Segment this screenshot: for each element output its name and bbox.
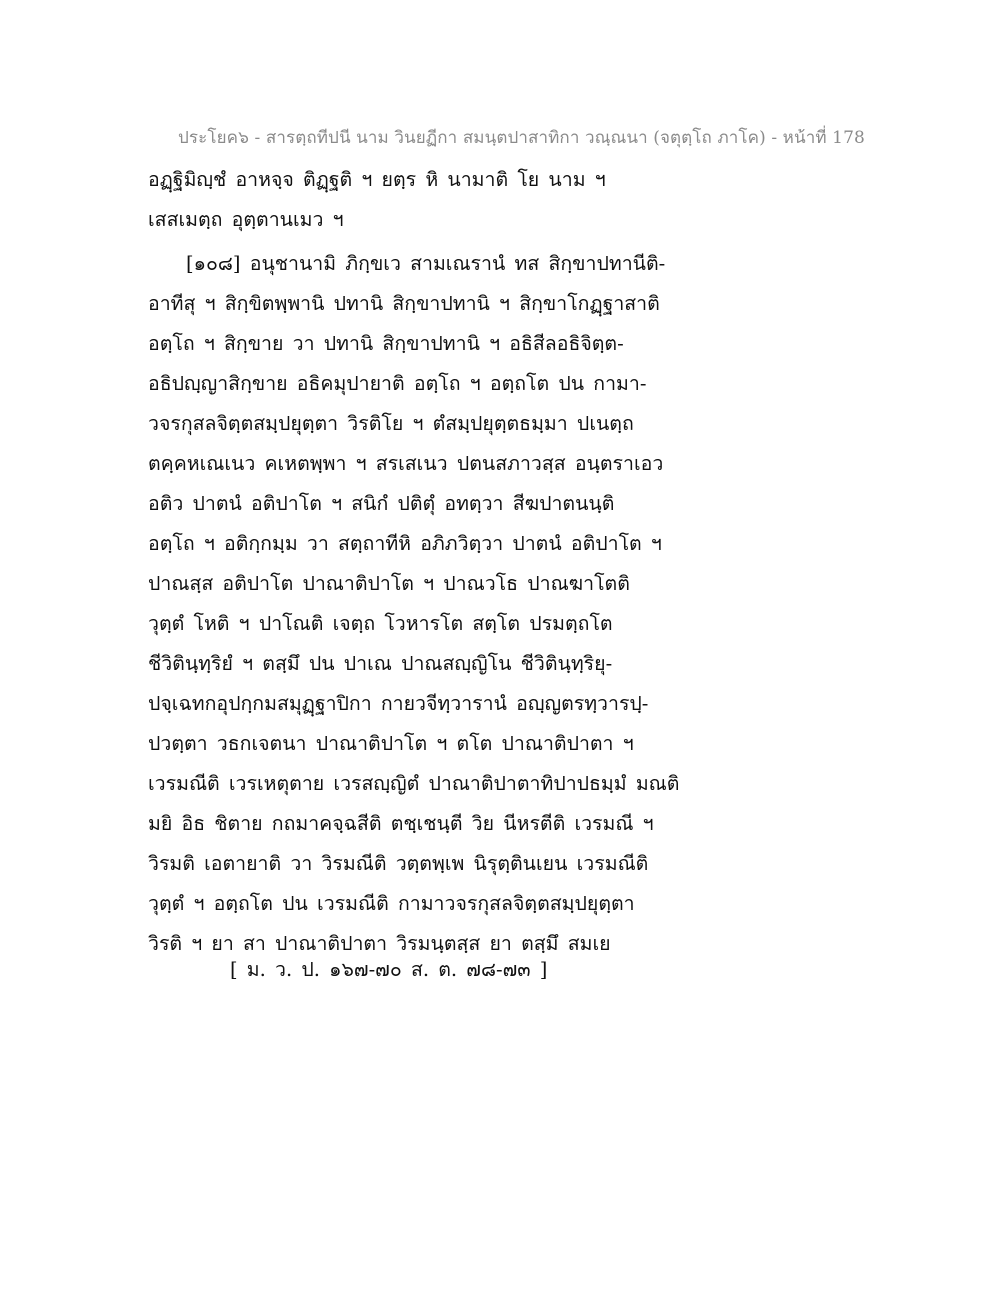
text-line: อติว ปาตนํ อติปาโต ฯ สนิกํ ปติตุํ อทตฺวา สีฆปาตนนฺติ (148, 492, 615, 515)
text-line: ชีวิตินฺทฺริยํ ฯ ตสฺมึ ปน ปาเณ ปาณสญฺญิโน ชีวิตินฺทฺริยุ- (148, 652, 613, 675)
text-line: อตฺโถ ฯ อติกฺกมฺม วา สตฺถาทีหิ อภิภวิตฺวา ปาตนํ อติปาโต ฯ (148, 532, 662, 555)
source-reference: [ ม. ว. ป. ๑๖๗-๗๐ ส. ต. ๗๘-๗๓ ] (230, 958, 548, 981)
running-header: ประโยค๖ - สารตฺถทีปนี นาม วินยฏีกา สมนฺตปาสาทิกา วณฺณนา (จตุตฺโถ ภาโค) - หน้าที่ 178 (178, 128, 865, 148)
text-line: อตฺโถ ฯ สิกฺขาย วา ปทานิ สิกฺขาปทานิ ฯ อธิสีลอธิจิตฺต- (148, 332, 624, 355)
text-line: ตคฺคหเณเนว คเหตพฺพา ฯ สรเสเนว ปตนสภาวสฺส อนฺตราเอว (148, 452, 664, 475)
text-line: วจรกุสลจิตฺตสมฺปยุตฺตา วิรติโย ฯ ตํสมฺปยุตฺตธมฺมา ปเนตฺถ (148, 412, 634, 435)
text-line: ปาณสฺส อติปาโต ปาณาติปาโต ฯ ปาณวโธ ปาณฆาโตติ (148, 572, 630, 595)
text-line: วุตฺตํ ฯ อตฺถโต ปน เวรมณีติ กามาวจรกุสลจิตฺตสมฺปยุตฺตา (148, 892, 635, 915)
body-text (148, 160, 708, 964)
text-line: วิรมติ เอตายาติ วา วิรมณีติ วตฺตพฺเพ นิรุตฺตินเยน เวรมณีติ (148, 852, 649, 875)
text-line: มยิ อิธ ชิตาย กถมาคจฺฉสีติ ตชฺเชนฺตี วิย นีหรตีติ เวรมณี ฯ (148, 812, 654, 835)
text-line: วิรติ ฯ ยา สา ปาณาติปาตา วิรมนฺตสฺส ยา ตสฺมึ สมเย (148, 932, 611, 955)
text-line: อธิปญฺญาสิกฺขาย อธิคมุปายาติ อตฺโถ ฯ อตฺถโต ปน กามา- (148, 372, 647, 395)
text-line: ปวตฺตา วธกเจตนา ปาณาติปาโต ฯ ตโต ปาณาติปาตา ฯ (148, 732, 634, 755)
text-line: ปจฺเฉทกอุปกฺกมสมุฏฺฐาปิกา กายวจีทฺวารานํ อญฺญตรทฺวารปฺ- (148, 692, 649, 715)
paragraph-start-line: [๑๐๘] อนุชานามิ ภิกฺขเว สามเณรานํ ทส สิกฺขาปทานีติ- (186, 252, 666, 275)
text-line: วุตฺตํ โหติ ฯ ปาโณติ เจตฺถ โวหารโต สตฺโต ปรมตฺถโต (148, 612, 613, 635)
text-line: อฏฺฐิมิญฺชํ อาหจฺจ ติฏฺฐติ ฯ ยตฺร หิ นามาติ โย นาม ฯ (148, 168, 606, 191)
text-line: เวรมณีติ เวรเหตุตาย เวรสญฺญิตํ ปาณาติปาตาทิปาปธมฺมํ มณติ (148, 772, 680, 795)
text-line: อาทีสุ ฯ สิกฺขิตพฺพานิ ปทานิ สิกฺขาปทานิ ฯ สิกฺขาโกฏฺฐาสาติ (148, 292, 660, 315)
text-line: เสสเมตฺถ อุตฺตานเมว ฯ (148, 208, 344, 231)
